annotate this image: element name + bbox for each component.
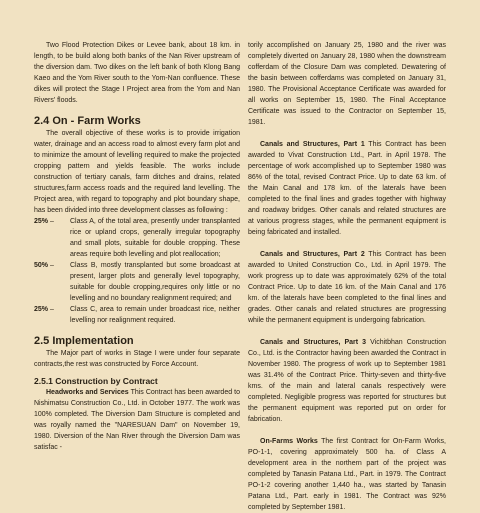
class-c-text: Class C, area to remain under broadcast rice, neither levelling nor realignment required. bbox=[70, 306, 240, 324]
canals-part-3-lead: Canals and Structures, Part 3 bbox=[260, 339, 367, 346]
canals-part-3-text: Vichitbhan Construction Co., Ltd. is the Contractor having been awarded the Contract in November 1980. The progress of work up to September 1981 was 31.4% of the Contract Price. Thirty-seven and thirty-five kms. of the main and lateral canals respectively were completed. Negligible progress was reported for structures but the permanent equipment was reported put on order for fabrication. bbox=[248, 339, 446, 423]
on-farm-works-text: The first Contract for On-Farm Works, PO-1-1, covering approximately 500 ha. of Class A development area in the northern part of the project was completed by Tanasin Patana Ltd., Part. in 1979. The Contract PO-1-2 covering another 1,440 ha., was started by Tanasin Patana Ltd., Part. early in 1981. The Contract was 92% completed by September 1981. bbox=[248, 438, 447, 511]
diversion-continued-paragraph: torily accomplished on January 25, 1980 and the river was completely diverted on January 28, 1980 when the downstream cofferdam of the Closure Dam was completed. Dewatering of the basin between cofferdams was completed on January 31, 1980. The Provisional Acceptance Certificate was awarded for all works on September 15, 1980. The Final Acceptance Certificate was issued to the Contractor on September 15, 1981. bbox=[248, 42, 446, 126]
class-c-percent: 25% bbox=[34, 306, 49, 313]
section-2-5-1-heading: 2.5.1 Construction by Contract bbox=[34, 376, 158, 386]
class-a-text: Class A, of the total area, presently under transplanted rice or upland crops, generally irregular topography and small plots, suitable for double cropping. These areas require both levelling and plot reallocation; bbox=[70, 218, 240, 258]
headworks-text: This Contract has been awarded to Nishimatsu Construction Co., Ltd. in October 1977. The work was 100% completed. The Diversion Dam Structure is completed and was royally named the "NARESUAN Dam" on November 19, 1980. Diversion of the Nan River through the Diversion Dam was satisfac - bbox=[34, 389, 240, 451]
class-a-percent: 25% bbox=[34, 218, 49, 225]
canals-part-2-text: This Contract has been awarded to United Construction Co., Ltd. in April 1979. The work progress up to date was approximately 62% of the total Contract Price. Up to date 16 km. of the Main Canal and 176 km. of the laterals have been completed to the final lines and grades. Other canals and related structures are progressing while the permanent equipment is undergoing fabrication. bbox=[248, 251, 446, 324]
headworks-lead: Headworks and Services bbox=[46, 389, 129, 396]
canals-part-1-lead: Canals and Structures, Part 1 bbox=[260, 141, 365, 148]
canals-part-1-paragraph bbox=[248, 139, 446, 238]
right-column bbox=[248, 40, 446, 513]
canals-part-3-paragraph bbox=[248, 337, 446, 425]
on-farm-works-lead: On-Farms Works bbox=[260, 438, 318, 445]
on-farm-works-paragraph: The overall objective of these works is to provide irrigation water, drainage and an access road to almost every farm plot and to minimize the amount of levelling required to make the projected cropping pattern and yields feasible. The works include construction of tertiary canals, farm ditches and drains, related structures,farm access roads and the required land levelling. The Project area, with regard to topography and plot boundary shape, has been divided into three development classes as following : bbox=[34, 130, 240, 214]
class-b-text: Class B, mostly transplanted but some broadcast at present, larger plots and generally level topography, suitable for double cropping,requires only little or no levelling and no boundary realignment required; and bbox=[70, 262, 240, 302]
left-column bbox=[34, 40, 240, 453]
implementation-paragraph: The Major part of works in Stage I were under four separate contracts,the rest was constructed by Force Account. bbox=[34, 350, 240, 368]
class-a-item bbox=[34, 216, 240, 260]
class-b-dash: – bbox=[50, 262, 54, 269]
class-c-dash: – bbox=[50, 306, 54, 313]
class-a-dash: – bbox=[50, 218, 54, 225]
headworks-paragraph bbox=[34, 387, 240, 453]
canals-part-2-paragraph bbox=[248, 249, 446, 326]
on-farm-works-contract-paragraph bbox=[248, 436, 446, 513]
class-c-item bbox=[34, 304, 240, 326]
canals-part-2-lead: Canals and Structures, Part 2 bbox=[260, 251, 365, 258]
canals-part-1-text: This Contract has been awarded to Vivat Construction Ltd., Part. in April 1978. The percentage of work accomplished up to September 1980 was 86% of the total, revised Contract Price. Up to date 63 km. of the Main Canal and 178 km. of the laterals have been completed to the final lines and grades together with highway and roadway bridges. Other canals and related structures are at various progress stages, while the permanent equipment is being fabricated and installed. bbox=[248, 141, 446, 236]
flood-dikes-paragraph: Two Flood Protection Dikes or Levee bank, about 18 km. in length, to be build along both banks of the Nan River upstream of the diversion dam. Two dikes on the left bank of both Klong Bang Kaeo and the Yom River south to the Yom-Nan confluence. These dikes will protect the Stage I Project area from the Yom and Nan Rivers' floods. bbox=[34, 42, 240, 104]
class-b-percent: 50% bbox=[34, 262, 49, 269]
section-2-4-heading: 2.4 On - Farm Works bbox=[34, 115, 141, 127]
section-2-5-heading: 2.5 Implementation bbox=[34, 335, 134, 347]
development-class-list bbox=[34, 216, 240, 326]
class-b-item bbox=[34, 260, 240, 304]
